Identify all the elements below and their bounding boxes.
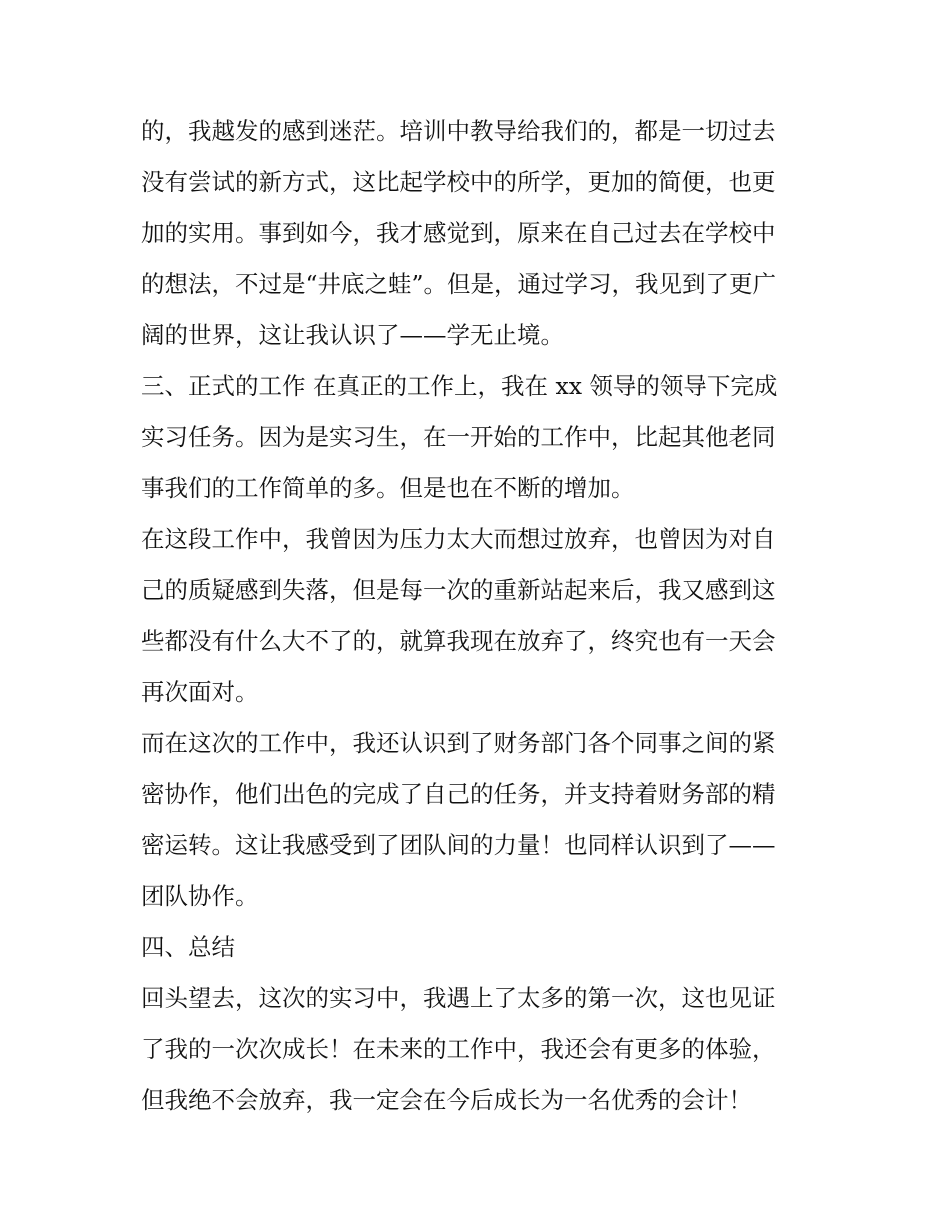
text-line: 密运转。这让我感受到了团队间的力量！也同样认识到了—— [141,831,776,859]
text-line: 而在这次的工作中，我还认识到了财务部门各个同事之间的紧 [141,729,776,757]
text-line: 了我的一次次成长！在未来的工作中，我还会有更多的体验， [141,1035,776,1063]
text-line: 的，我越发的感到迷茫。培训中教导给我们的，都是一切过去 [141,117,776,145]
text-line: 阔的世界，这让我认识了——学无止境。 [141,321,564,349]
text-line: 没有尝试的新方式，这比起学校中的所学，更加的简便，也更 [141,168,776,196]
text-line: 但我绝不会放弃，我一定会在今后成长为一名优秀的会计！ [141,1086,752,1114]
text-line: 己的质疑感到失落，但是每一次的重新站起来后，我又感到这 [141,576,776,604]
text-line: 再次面对。 [141,678,259,706]
text-line: 密协作，他们出色的完成了自己的任务，并支持着财务部的精 [141,780,776,808]
section-heading-line: 三、正式的工作 在真正的工作上，我在 xx 领导的领导下完成 [141,372,778,400]
text-line: 事我们的工作简单的多。但是也在不断的增加。 [141,474,635,502]
text-line: 团队协作。 [141,882,259,910]
text-line: 的想法，不过是“井底之蛙”。但是，通过学习，我见到了更广 [141,270,777,298]
document-body [141,106,813,1126]
text-line: 在这段工作中，我曾因为压力太大而想过放弃，也曾因为对自 [141,525,776,553]
text-line: 回头望去，这次的实习中，我遇上了太多的第一次，这也见证 [141,984,776,1012]
text-line: 实习任务。因为是实习生，在一开始的工作中，比起其他老同 [141,423,776,451]
text-line: 加的实用。事到如今，我才感觉到，原来在自己过去在学校中 [141,219,776,247]
text-line: 些都没有什么大不了的，就算我现在放弃了，终究也有一天会 [141,627,776,655]
section-heading: 四、总结 [141,933,235,961]
